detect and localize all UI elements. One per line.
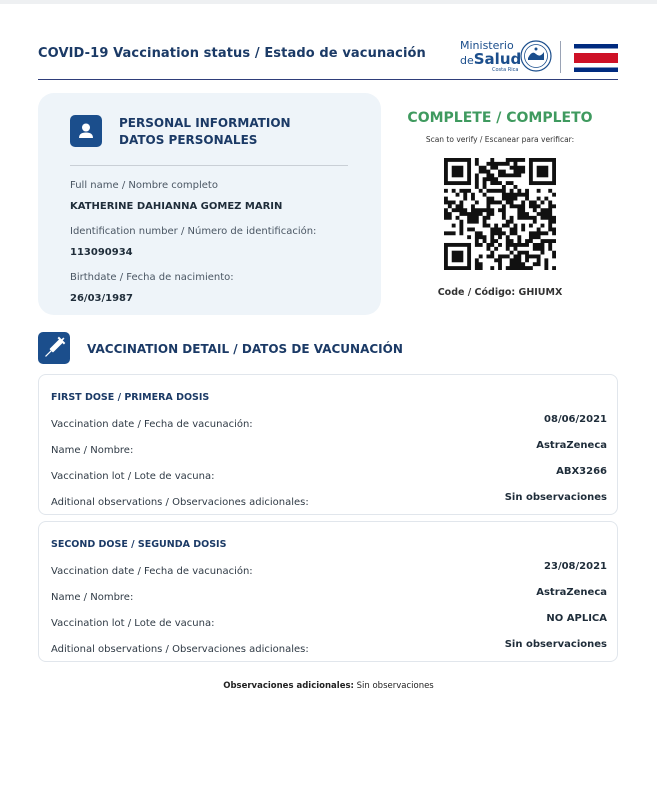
logo-salud: Salud [473,50,522,68]
vaccination-lot-label: Vaccination lot / Lote de vacuna: [51,471,215,482]
vaccine-name-label: Name / Nombre: [51,592,134,603]
logo-de: de [460,54,474,67]
heading-en: PERSONAL INFORMATION [119,116,291,130]
status-badge: COMPLETE / COMPLETO [407,110,593,126]
vaccination-date-label: Vaccination date / Fecha de vacunación: [51,566,253,577]
footer-value: Sin observaciones [356,681,434,691]
footer-note [0,681,657,691]
syringe-icon [38,332,70,364]
logo-divider [560,41,561,73]
scan-instruction: Scan to verify / Escanear para verificar: [425,135,575,144]
personal-info-card [38,93,381,315]
birthdate-label: Birthdate / Fecha de nacimiento: [70,272,234,283]
vaccination-lot-value: NO APLICA [546,613,607,624]
logo-country: Costa Rica [492,67,519,73]
document-header [38,36,618,80]
second-dose-card [38,521,618,662]
dose-title: SECOND DOSE / SEGUNDA DOSIS [51,539,227,550]
first-dose-card [38,374,618,515]
logo-line2 [460,50,521,68]
id-number-value: 113090934 [70,247,133,258]
observations-value: Sin observaciones [504,639,607,650]
full-name-label: Full name / Nombre completo [70,180,218,191]
ministry-logo [460,39,620,75]
footer-label: Observaciones adicionales: [223,681,354,691]
logo-line1: Ministerio [460,39,514,52]
vaccination-date-label: Vaccination date / Fecha de vacunación: [51,419,253,430]
full-name-value: KATHERINE DAHIANNA GOMEZ MARIN [70,201,283,212]
vaccine-name-value: AstraZeneca [536,440,607,451]
qr-code[interactable] [444,158,556,270]
observations-label: Aditional observations / Observaciones adicionales: [51,644,309,655]
vaccine-name-label: Name / Nombre: [51,445,134,456]
observations-value: Sin observaciones [504,492,607,503]
dose-title: FIRST DOSE / PRIMERA DOSIS [51,392,210,403]
birthdate-value: 26/03/1987 [70,293,133,304]
personal-info-heading [119,115,291,149]
vaccination-date-value: 23/08/2021 [544,561,607,572]
vaccination-date-value: 08/06/2021 [544,414,607,425]
top-border [0,0,657,4]
heading-es: DATOS PERSONALES [119,133,258,147]
divider [70,165,348,166]
person-icon [70,115,102,147]
costa-rica-flag-icon [574,44,618,72]
id-number-label: Identification number / Número de identificación: [70,226,317,237]
vaccination-lot-value: ABX3266 [556,466,607,477]
vaccination-detail-title: VACCINATION DETAIL / DATOS DE VACUNACIÓN [87,342,403,356]
vaccination-lot-label: Vaccination lot / Lote de vacuna: [51,618,215,629]
seal-icon [520,40,552,72]
vaccine-name-value: AstraZeneca [536,587,607,598]
observations-label: Aditional observations / Observaciones adicionales: [51,497,309,508]
verification-code: Code / Código: GHIUMX [437,287,563,298]
page-title: COVID-19 Vaccination status / Estado de vacunación [38,46,426,61]
